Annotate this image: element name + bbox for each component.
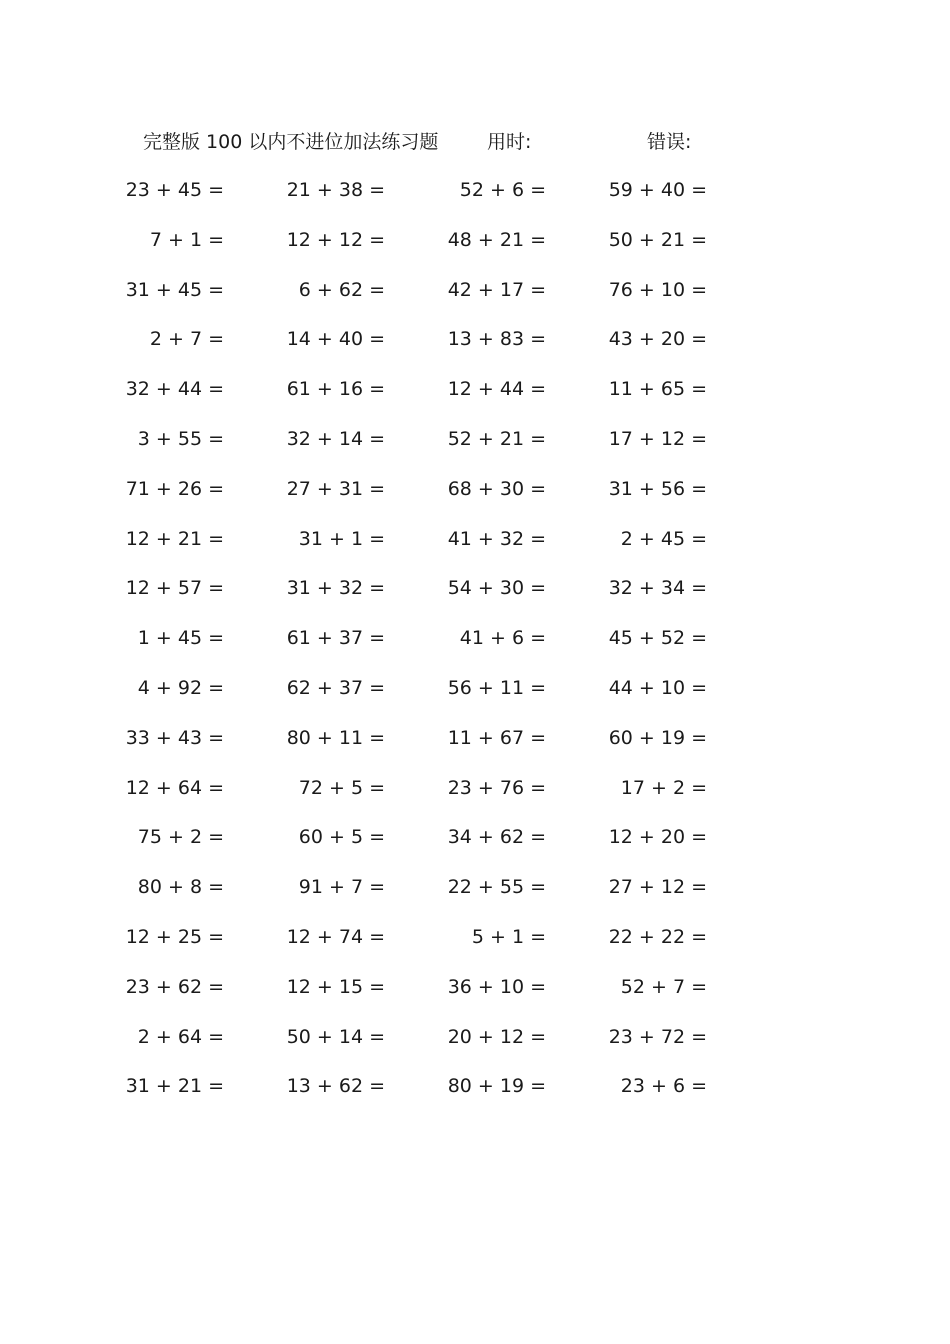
problem-item: 12 + 21 = — [125, 527, 224, 550]
problem-item: 45 + 52 = — [608, 627, 707, 650]
problem-item: 56 + 11 = — [447, 676, 546, 699]
problem-item: 61 + 37 = — [286, 627, 385, 650]
error-count-label: 错误: — [647, 131, 692, 153]
problem-row — [0, 923, 950, 973]
problem-item: 12 + 64 = — [125, 776, 224, 799]
problem-item: 52 + 6 = — [459, 179, 546, 201]
problem-item: 33 + 43 = — [125, 726, 224, 749]
problem-item: 75 + 2 = — [137, 826, 224, 849]
problem-item: 80 + 19 = — [447, 1075, 546, 1098]
problem-row — [0, 674, 950, 724]
problem-item: 50 + 21 = — [608, 228, 707, 251]
problem-item: 31 + 56 = — [608, 477, 707, 500]
problem-item: 21 + 38 = — [286, 179, 385, 201]
problem-item: 12 + 44 = — [447, 378, 546, 401]
problem-row — [0, 226, 950, 276]
problem-item: 52 + 7 = — [620, 975, 707, 998]
problem-item: 54 + 30 = — [447, 577, 546, 600]
problem-row — [0, 375, 950, 425]
worksheet-title: 完整版 100 以内不进位加法练习题 — [143, 131, 439, 153]
problem-row — [0, 176, 950, 226]
problem-item: 42 + 17 = — [447, 278, 546, 301]
problem-item: 60 + 5 = — [298, 826, 385, 849]
problem-item: 68 + 30 = — [447, 477, 546, 500]
problem-item: 12 + 25 = — [125, 925, 224, 948]
problem-item: 23 + 45 = — [125, 179, 224, 201]
problem-item: 11 + 67 = — [447, 726, 546, 749]
problem-item: 62 + 37 = — [286, 676, 385, 699]
problem-item: 61 + 16 = — [286, 378, 385, 401]
problem-item: 48 + 21 = — [447, 228, 546, 251]
problem-item: 60 + 19 = — [608, 726, 707, 749]
problem-item: 13 + 62 = — [286, 1075, 385, 1098]
problem-row — [0, 425, 950, 475]
worksheet-header — [0, 128, 950, 156]
problem-item: 23 + 62 = — [125, 975, 224, 998]
problem-item: 2 + 45 = — [620, 527, 707, 550]
problem-item: 22 + 22 = — [608, 925, 707, 948]
problem-item: 91 + 7 = — [298, 876, 385, 899]
problem-item: 3 + 55 = — [137, 427, 224, 450]
problem-item: 11 + 65 = — [608, 378, 707, 401]
problem-item: 31 + 21 = — [125, 1075, 224, 1098]
problem-item: 27 + 12 = — [608, 876, 707, 899]
problem-row — [0, 1023, 950, 1073]
problem-item: 72 + 5 = — [298, 776, 385, 799]
problem-item: 80 + 11 = — [286, 726, 385, 749]
problem-item: 27 + 31 = — [286, 477, 385, 500]
problem-row — [0, 525, 950, 575]
problem-item: 44 + 10 = — [608, 676, 707, 699]
problem-row — [0, 624, 950, 674]
problem-row — [0, 973, 950, 1023]
problem-item: 12 + 12 = — [286, 228, 385, 251]
problem-item: 32 + 34 = — [608, 577, 707, 600]
problem-item: 59 + 40 = — [608, 179, 707, 201]
problem-item: 2 + 7 = — [149, 328, 224, 351]
problem-item: 80 + 8 = — [137, 876, 224, 899]
problem-row — [0, 873, 950, 923]
problem-item: 2 + 64 = — [137, 1025, 224, 1048]
problem-item: 22 + 55 = — [447, 876, 546, 899]
problem-item: 17 + 12 = — [608, 427, 707, 450]
problem-item: 17 + 2 = — [620, 776, 707, 799]
problem-item: 12 + 74 = — [286, 925, 385, 948]
problem-item: 41 + 32 = — [447, 527, 546, 550]
problem-item: 31 + 45 = — [125, 278, 224, 301]
problem-item: 4 + 92 = — [137, 676, 224, 699]
problem-item: 1 + 45 = — [137, 627, 224, 650]
problem-item: 13 + 83 = — [447, 328, 546, 351]
problem-item: 5 + 1 = — [471, 925, 546, 948]
problem-row — [0, 774, 950, 824]
problem-row — [0, 1072, 950, 1122]
problem-item: 20 + 12 = — [447, 1025, 546, 1048]
problem-item: 32 + 14 = — [286, 427, 385, 450]
problem-item: 52 + 21 = — [447, 427, 546, 450]
problem-row — [0, 325, 950, 375]
problem-item: 34 + 62 = — [447, 826, 546, 849]
problem-row — [0, 475, 950, 525]
problem-item: 32 + 44 = — [125, 378, 224, 401]
problem-item: 23 + 6 = — [620, 1075, 707, 1098]
problem-item: 23 + 72 = — [608, 1025, 707, 1048]
problem-item: 43 + 20 = — [608, 328, 707, 351]
problem-item: 41 + 6 = — [459, 627, 546, 650]
problem-item: 50 + 14 = — [286, 1025, 385, 1048]
problem-row — [0, 724, 950, 774]
problem-item: 7 + 1 = — [149, 228, 224, 251]
problem-item: 12 + 57 = — [125, 577, 224, 600]
problem-item: 14 + 40 = — [286, 328, 385, 351]
problem-row — [0, 276, 950, 326]
time-used-label: 用时: — [487, 131, 532, 153]
problem-row — [0, 574, 950, 624]
problem-grid — [0, 176, 950, 1122]
problem-item: 6 + 62 = — [298, 278, 385, 301]
problem-item: 71 + 26 = — [125, 477, 224, 500]
problem-item: 36 + 10 = — [447, 975, 546, 998]
problem-item: 12 + 15 = — [286, 975, 385, 998]
problem-item: 23 + 76 = — [447, 776, 546, 799]
problem-item: 31 + 32 = — [286, 577, 385, 600]
problem-item: 76 + 10 = — [608, 278, 707, 301]
problem-item: 12 + 20 = — [608, 826, 707, 849]
problem-row — [0, 823, 950, 873]
problem-item: 31 + 1 = — [298, 527, 385, 550]
